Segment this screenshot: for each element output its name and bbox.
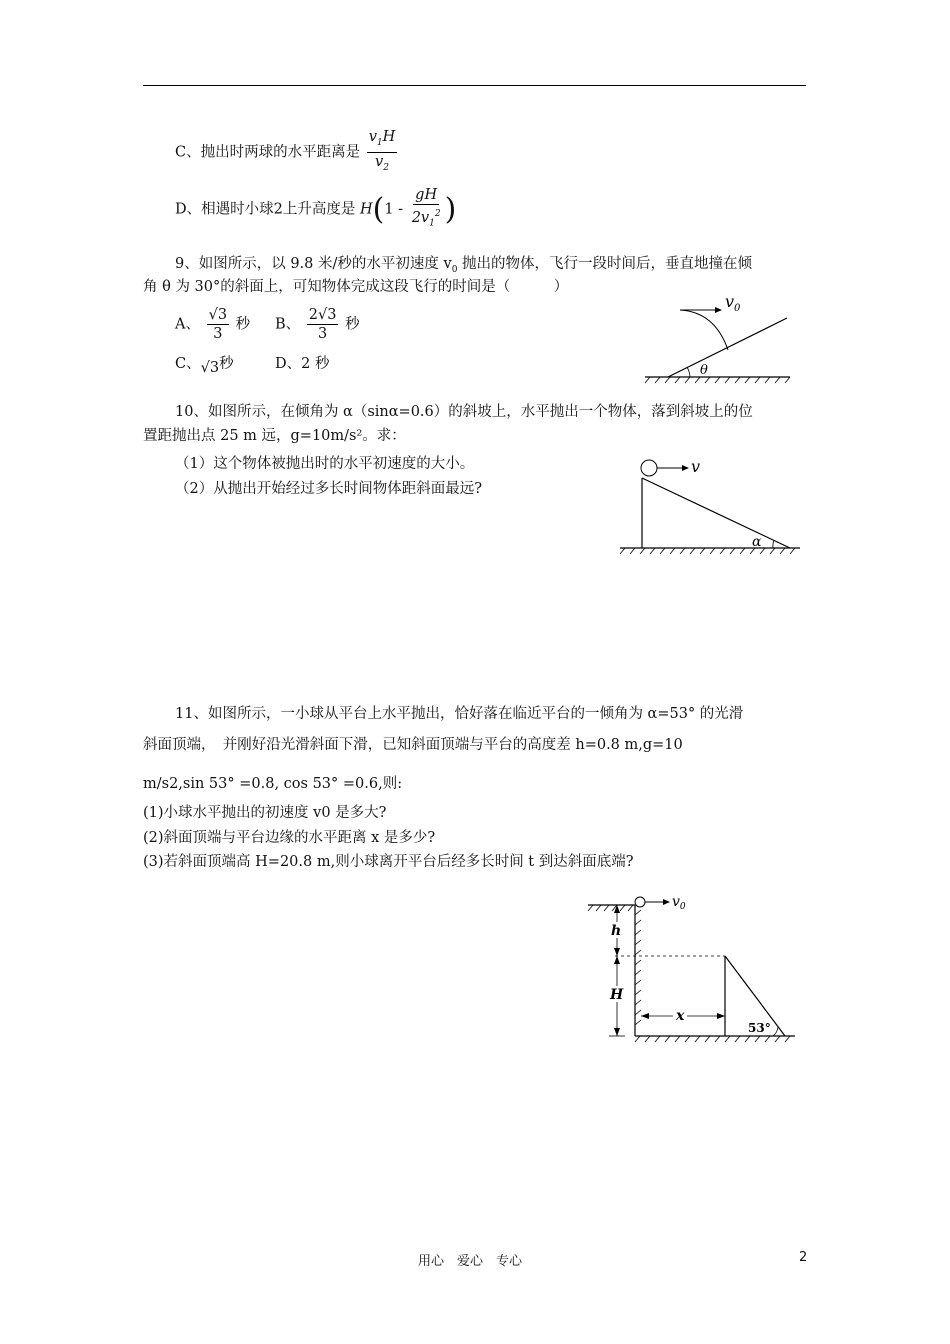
q10-ground-hatch <box>620 548 795 554</box>
q9-option-b: B、 $\frac{2√3}{3}$ 秒 <box>275 307 360 342</box>
q11-angle-label: 53° <box>748 1021 771 1035</box>
q10-alpha-label: α <box>752 534 762 550</box>
q8-option-d-fraction: $\frac{gH}{2v_1^2}$ <box>411 187 441 229</box>
q11-wall-hatch <box>635 910 641 1025</box>
q11-x-arrow-left <box>641 1013 649 1019</box>
q11-sub2: (2)斜面顶端与平台边缘的水平距离 x 是多少? <box>143 830 436 846</box>
q11-x-label: x <box>676 1008 685 1024</box>
q10-sub1: （1）这个物体被抛出时的水平初速度的大小。 <box>175 456 475 472</box>
q9-figure <box>640 290 800 385</box>
q11-line2: 斜面顶端， 并刚好沿光滑斜面下滑，已知斜面顶端与平台的高度差 h=0.8 m,g=10 <box>143 737 683 753</box>
footer-motto: 用心 爱心 专心 <box>418 1254 523 1269</box>
q10-sub2: （2）从抛出开始经过多长时间物体距斜面最远? <box>175 481 482 497</box>
q8-option-d-label: D、相遇时小球2上升高度是 <box>175 201 356 218</box>
q11-ground-hatch <box>635 1036 790 1042</box>
q11-dim-arrow-bottom <box>614 1028 620 1036</box>
q9-option-c: C、√3秒 <box>175 356 234 376</box>
q11-figure <box>585 890 800 1045</box>
q10-slope <box>642 478 790 548</box>
q9-arrowhead <box>715 307 722 313</box>
q11-sub3: (3)若斜面顶端高 H=20.8 m,则小球离开平台后经多长时间 t 到达斜面底端? <box>143 854 634 870</box>
q8-option-c-label: C、抛出时两球的水平距离是 <box>175 144 361 161</box>
q9-angle-arc <box>687 367 690 377</box>
q11-platform-hatch <box>588 905 633 911</box>
q10-line1: 10、如图所示，在倾角为 α（sinα=0.6）的斜坡上，水平抛出一个物体，落到斜坡上的位 <box>175 404 753 420</box>
q11-angle-arc <box>773 1027 778 1036</box>
q11-line1: 11、如图所示，一小球从平台上水平抛出，恰好落在临近平台的一倾角为 α=53° 的光滑 <box>175 706 744 722</box>
q11-arrowhead <box>663 899 670 905</box>
q9-v0-label: $v_0$ <box>725 292 741 314</box>
q10-ball <box>641 460 657 476</box>
q10-figure <box>615 455 805 560</box>
q8-option-d: D、相遇时小球2上升高度是 H(1 - $\frac{gH}{2v_1^2}$ ) <box>175 186 456 233</box>
q9-ground-hatch <box>645 377 790 383</box>
header-rule <box>143 85 806 86</box>
q11-h-label: h <box>611 923 622 939</box>
q9-line2: 角 θ 为 30°的斜面上，可知物体完成这段飞行的时间是（ ） <box>143 279 569 295</box>
q10-v-label: v <box>691 457 701 476</box>
q11-dim-arrow-H-top <box>614 956 620 964</box>
q9-theta-label: θ <box>700 363 708 378</box>
q8-option-c <box>175 128 399 177</box>
q11-dim-arrow-h-bottom <box>614 948 620 956</box>
q8-option-c-fraction: $\frac{v_1H}{v_2}$ <box>368 129 396 173</box>
q11-dim-arrow-top <box>614 905 620 913</box>
q9-trajectory <box>680 310 728 350</box>
q9-line1: 9、如图所示，以 9.8 米/秒的水平初速度 $v_0$ 抛出的物体，飞行一段时间后，垂直地撞在倾 <box>175 256 753 275</box>
q10-angle-arc <box>773 540 774 548</box>
q11-sub1: (1)小球水平抛出的初速度 v0 是多大? <box>143 805 387 821</box>
q11-v0-label: $v_0$ <box>672 894 686 912</box>
page-number: 2 <box>799 1250 808 1265</box>
q11-line3: m/s2,sin 53° =0.8, cos 53° =0.6,则: <box>143 776 403 792</box>
q9-option-d: D、2 秒 <box>275 356 330 372</box>
q11-x-arrow-right <box>717 1013 725 1019</box>
q11-ball <box>635 897 645 907</box>
q10-line2: 置距抛出点 25 m 远，g=10m/s²。求： <box>143 428 406 444</box>
q9-option-a: A、 $\frac{√3}{3}$ 秒 <box>175 307 251 342</box>
q11-H-label: H <box>610 987 624 1003</box>
q10-arrowhead <box>682 465 689 471</box>
